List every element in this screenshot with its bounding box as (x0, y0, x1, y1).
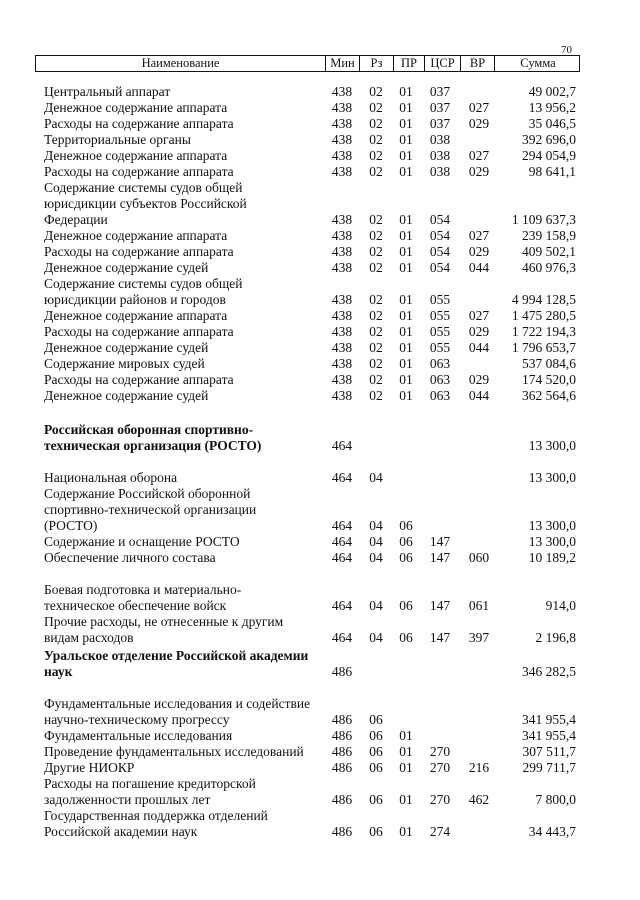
cell-rz: 02 (369, 148, 383, 163)
cell-min: 438 (331, 148, 353, 163)
cell-rz: 02 (369, 244, 383, 259)
cell-min: 464 (331, 598, 353, 613)
header-name: Наименование (141, 56, 220, 70)
cell-pr: 01 (399, 100, 413, 115)
row-name-line: Денежное содержание аппарата (44, 100, 228, 115)
cell-pr: 06 (399, 550, 413, 565)
cell-csr: 054 (429, 244, 451, 259)
cell-sum: 239 158,9 (522, 228, 576, 243)
cell-csr: 063 (429, 388, 451, 403)
cell-rz: 02 (369, 324, 383, 339)
cell-sum: 294 054,9 (522, 148, 576, 163)
cell-rz: 02 (369, 116, 383, 131)
cell-min: 464 (331, 438, 353, 453)
header-vr: ВР (460, 56, 494, 71)
row-name (44, 228, 326, 244)
page-number: 70 (561, 44, 572, 56)
cell-pr: 06 (399, 598, 413, 613)
cell-vr: 027 (468, 148, 490, 163)
row-name-line: Проведение фундаментальных исследований (44, 744, 304, 759)
row-name (44, 132, 326, 148)
cell-pr: 01 (399, 116, 413, 131)
row-name (44, 372, 326, 388)
cell-csr: 054 (429, 228, 451, 243)
row-name-line: Центральный аппарат (44, 84, 171, 99)
cell-sum: 4 994 128,5 (511, 292, 576, 307)
cell-rz: 02 (369, 308, 383, 323)
row-name-line: юрисдикции районов и городов (44, 292, 226, 307)
row-name (44, 422, 326, 454)
cell-rz: 02 (369, 84, 383, 99)
cell-sum: 13 300,0 (528, 470, 576, 485)
row-name-line: Государственная поддержка отделений (44, 808, 268, 823)
cell-rz: 02 (369, 212, 383, 227)
cell-sum: 98 641,1 (528, 164, 576, 179)
cell-sum: 13 300,0 (528, 534, 576, 549)
cell-csr: 038 (429, 164, 451, 179)
cell-vr: 027 (468, 100, 490, 115)
cell-pr: 01 (399, 792, 413, 807)
cell-sum: 460 976,3 (522, 260, 576, 275)
cell-min: 438 (331, 100, 353, 115)
row-name (44, 340, 326, 356)
row-name (44, 388, 326, 404)
cell-pr: 01 (399, 372, 413, 387)
cell-sum: 13 300,0 (528, 438, 576, 453)
row-name (44, 696, 326, 728)
row-name-line: Содержание мировых судей (44, 356, 205, 371)
cell-min: 486 (331, 728, 353, 743)
row-name (44, 276, 326, 308)
row-name (44, 148, 326, 164)
cell-pr: 01 (399, 132, 413, 147)
cell-csr: 270 (429, 760, 451, 775)
row-name (44, 534, 326, 550)
row-name (44, 648, 326, 680)
cell-rz: 04 (369, 470, 383, 485)
cell-vr: 029 (468, 372, 490, 387)
cell-min: 438 (331, 132, 353, 147)
cell-min: 438 (331, 228, 353, 243)
cell-sum: 392 696,0 (522, 132, 576, 147)
cell-min: 486 (331, 664, 353, 679)
row-name-line: Денежное содержание аппарата (44, 148, 228, 163)
row-name (44, 324, 326, 340)
row-name (44, 116, 326, 132)
cell-vr: 029 (468, 324, 490, 339)
cell-rz: 04 (369, 518, 383, 533)
row-name-line: задолженности прошлых лет (44, 792, 211, 807)
cell-rz: 02 (369, 100, 383, 115)
cell-csr: 270 (429, 792, 451, 807)
cell-pr: 01 (399, 760, 413, 775)
cell-vr: 462 (468, 792, 490, 807)
cell-rz: 04 (369, 630, 383, 645)
cell-vr: 029 (468, 116, 490, 131)
cell-pr: 01 (399, 340, 413, 355)
cell-pr: 01 (399, 260, 413, 275)
cell-min: 486 (331, 760, 353, 775)
cell-pr: 01 (399, 148, 413, 163)
row-name-line: Национальная оборона (44, 470, 178, 485)
cell-pr: 01 (399, 164, 413, 179)
cell-csr: 063 (429, 372, 451, 387)
cell-csr: 147 (429, 534, 451, 549)
cell-sum: 2 196,8 (535, 630, 576, 645)
cell-pr: 06 (399, 630, 413, 645)
row-name-line: Уральское отделение Российской академии (44, 648, 309, 663)
row-name-line: Содержание системы судов общей (44, 276, 243, 291)
cell-sum: 299 711,7 (522, 760, 576, 775)
cell-csr: 055 (429, 292, 451, 307)
row-name-line: Денежное содержание судей (44, 260, 209, 275)
cell-csr: 037 (429, 100, 451, 115)
cell-csr: 055 (429, 324, 451, 339)
cell-rz: 04 (369, 598, 383, 613)
cell-rz: 02 (369, 340, 383, 355)
header-min: Мин (325, 56, 359, 71)
cell-csr: 054 (429, 212, 451, 227)
row-name (44, 470, 326, 486)
row-name (44, 808, 326, 840)
cell-sum: 13 956,2 (528, 100, 576, 115)
cell-min: 438 (331, 164, 353, 179)
cell-sum: 174 520,0 (522, 372, 576, 387)
cell-sum: 346 282,5 (522, 664, 576, 679)
cell-rz: 06 (369, 824, 383, 839)
cell-sum: 7 800,0 (535, 792, 576, 807)
cell-rz: 02 (369, 356, 383, 371)
cell-csr: 037 (429, 84, 451, 99)
row-name (44, 260, 326, 276)
cell-vr: 216 (468, 760, 490, 775)
cell-vr: 029 (468, 244, 490, 259)
header-sum: Сумма (494, 56, 581, 71)
cell-pr: 01 (399, 744, 413, 759)
row-name (44, 244, 326, 260)
row-name-line: Обеспечение личного состава (44, 550, 216, 565)
cell-pr: 01 (399, 84, 413, 99)
cell-sum: 1 109 637,3 (511, 212, 576, 227)
row-name (44, 100, 326, 116)
cell-sum: 1 796 653,7 (511, 340, 576, 355)
cell-csr: 054 (429, 260, 451, 275)
cell-vr: 044 (468, 340, 490, 355)
row-name-line: Содержание Российской оборонной (44, 486, 251, 501)
row-name (44, 84, 326, 100)
row-name (44, 308, 326, 324)
row-name-line: Боевая подготовка и материально- (44, 582, 242, 597)
header-rz: Рз (359, 56, 393, 71)
cell-rz: 02 (369, 132, 383, 147)
row-name (44, 776, 326, 808)
row-name-line: Денежное содержание судей (44, 340, 209, 355)
cell-csr: 063 (429, 356, 451, 371)
cell-pr: 01 (399, 324, 413, 339)
row-name-line: Денежное содержание аппарата (44, 308, 228, 323)
cell-rz: 02 (369, 164, 383, 179)
row-name (44, 180, 326, 228)
cell-pr: 01 (399, 308, 413, 323)
cell-csr: 038 (429, 132, 451, 147)
cell-vr: 029 (468, 164, 490, 179)
cell-vr: 027 (468, 228, 490, 243)
row-name (44, 728, 326, 744)
row-name-line: Федерации (44, 212, 108, 227)
row-name-line: спортивно-технической организации (44, 502, 257, 517)
cell-min: 438 (331, 292, 353, 307)
cell-sum: 341 955,4 (522, 712, 576, 727)
row-name-line: юрисдикции субъектов Российской (44, 196, 247, 211)
header-pr: ПР (393, 56, 424, 71)
row-name-line: Денежное содержание аппарата (44, 228, 228, 243)
cell-sum: 362 564,6 (522, 388, 576, 403)
cell-min: 486 (331, 792, 353, 807)
cell-sum: 341 955,4 (522, 728, 576, 743)
cell-sum: 34 443,7 (528, 824, 576, 839)
cell-pr: 01 (399, 824, 413, 839)
cell-vr: 044 (468, 388, 490, 403)
row-name-line: видам расходов (44, 630, 134, 645)
cell-rz: 06 (369, 760, 383, 775)
row-name-line: техническое обеспечение войск (44, 598, 227, 613)
cell-pr: 01 (399, 356, 413, 371)
row-name (44, 760, 326, 776)
row-name-line: Расходы на содержание аппарата (44, 372, 234, 387)
row-name-line: Российской академии наук (44, 824, 198, 839)
row-name-line: Расходы на содержание аппарата (44, 116, 234, 131)
row-name-line: Расходы на содержание аппарата (44, 244, 234, 259)
cell-sum: 1 475 280,5 (511, 308, 576, 323)
cell-min: 486 (331, 744, 353, 759)
cell-sum: 1 722 194,3 (511, 324, 576, 339)
cell-sum: 35 046,5 (528, 116, 576, 131)
cell-csr: 055 (429, 340, 451, 355)
row-name (44, 486, 326, 534)
cell-sum: 13 300,0 (528, 518, 576, 533)
cell-csr: 147 (429, 550, 451, 565)
cell-rz: 02 (369, 228, 383, 243)
cell-csr: 147 (429, 630, 451, 645)
cell-min: 438 (331, 116, 353, 131)
cell-rz: 04 (369, 550, 383, 565)
cell-sum: 49 002,7 (528, 84, 576, 99)
cell-vr: 397 (468, 630, 490, 645)
row-name-line: Расходы на содержание аппарата (44, 164, 234, 179)
cell-pr: 01 (399, 292, 413, 307)
cell-rz: 06 (369, 728, 383, 743)
cell-csr: 270 (429, 744, 451, 759)
cell-pr: 01 (399, 228, 413, 243)
cell-min: 438 (331, 388, 353, 403)
cell-min: 438 (331, 324, 353, 339)
row-name-line: Другие НИОКР (44, 760, 135, 775)
row-name-line: Содержание системы судов общей (44, 180, 243, 195)
row-name-line: Фундаментальные исследования (44, 728, 233, 743)
cell-min: 438 (331, 372, 353, 387)
cell-pr: 06 (399, 534, 413, 549)
cell-csr: 147 (429, 598, 451, 613)
cell-csr: 038 (429, 148, 451, 163)
cell-sum: 10 189,2 (528, 550, 576, 565)
cell-csr: 037 (429, 116, 451, 131)
cell-vr: 044 (468, 260, 490, 275)
row-name-line: Расходы на содержание аппарата (44, 324, 234, 339)
cell-min: 464 (331, 630, 353, 645)
row-name (44, 356, 326, 372)
cell-rz: 04 (369, 534, 383, 549)
cell-csr: 274 (429, 824, 451, 839)
cell-vr: 061 (468, 598, 490, 613)
cell-rz: 02 (369, 388, 383, 403)
cell-min: 438 (331, 340, 353, 355)
cell-rz: 02 (369, 260, 383, 275)
row-name-line: научно-техническому прогрессу (44, 712, 230, 727)
cell-rz: 02 (369, 292, 383, 307)
cell-min: 464 (331, 470, 353, 485)
row-name (44, 614, 326, 646)
cell-csr: 055 (429, 308, 451, 323)
cell-min: 438 (331, 308, 353, 323)
cell-pr: 06 (399, 518, 413, 533)
cell-sum: 914,0 (545, 598, 576, 613)
row-name-line: наук (44, 664, 73, 679)
row-name (44, 164, 326, 180)
cell-rz: 06 (369, 744, 383, 759)
row-name-line: техническая организация (РОСТО) (44, 438, 262, 453)
cell-rz: 06 (369, 712, 383, 727)
cell-pr: 01 (399, 728, 413, 743)
cell-rz: 06 (369, 792, 383, 807)
row-name-line: (РОСТО) (44, 518, 98, 533)
cell-vr: 060 (468, 550, 490, 565)
row-name (44, 582, 326, 614)
cell-min: 486 (331, 712, 353, 727)
row-name-line: Российская оборонная спортивно- (44, 422, 254, 437)
header-csr: ЦСР (424, 56, 460, 71)
row-name-line: Расходы на погашение кредиторской (44, 776, 256, 791)
cell-sum: 307 511,7 (522, 744, 576, 759)
cell-rz: 02 (369, 372, 383, 387)
row-name-line: Прочие расходы, не отнесенные к другим (44, 614, 284, 629)
cell-min: 464 (331, 550, 353, 565)
cell-min: 438 (331, 356, 353, 371)
row-name-line: Денежное содержание судей (44, 388, 209, 403)
cell-min: 464 (331, 534, 353, 549)
cell-pr: 01 (399, 212, 413, 227)
row-name (44, 550, 326, 566)
cell-sum: 409 502,1 (522, 244, 576, 259)
cell-min: 438 (331, 84, 353, 99)
cell-pr: 01 (399, 388, 413, 403)
cell-min: 464 (331, 518, 353, 533)
row-name (44, 744, 326, 760)
cell-min: 438 (331, 212, 353, 227)
cell-min: 438 (331, 260, 353, 275)
row-name-line: Территориальные органы (44, 132, 191, 147)
row-name-line: Содержание и оснащение РОСТО (44, 534, 240, 549)
cell-min: 438 (331, 244, 353, 259)
row-name-line: Фундаментальные исследования и содействие (44, 696, 311, 711)
cell-min: 486 (331, 824, 353, 839)
cell-pr: 01 (399, 244, 413, 259)
cell-sum: 537 084,6 (522, 356, 576, 371)
cell-vr: 027 (468, 308, 490, 323)
